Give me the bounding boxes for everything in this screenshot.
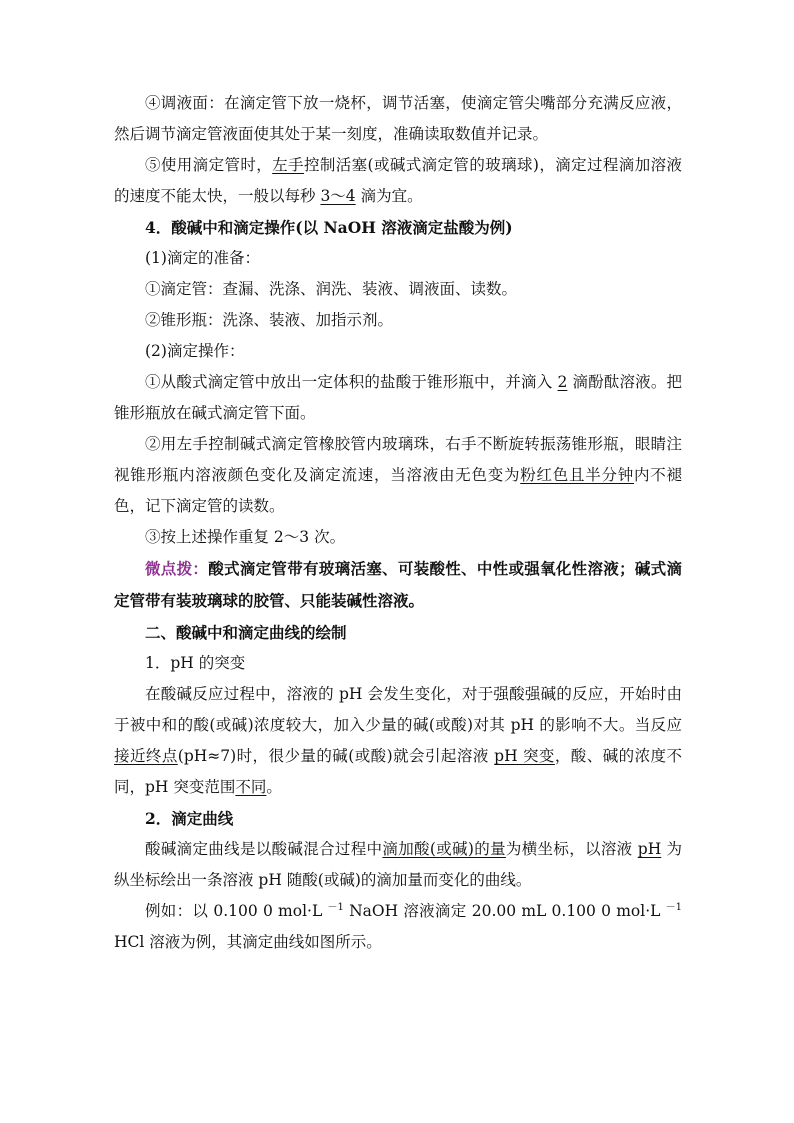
tip-label: 微点拨： [145,559,209,578]
para-operation [114,336,682,367]
text-span: 控制活塞(或碱式滴定管的玻璃球)，滴定过程滴加溶液的速度不能太快，一般以每秒 [114,156,682,205]
text-span: ③按上述操作重复 2～3 次。 [145,528,346,546]
underlined-answer: 3～4 [320,187,356,205]
text-span: NaOH 溶液滴定 20.00 mL 0.100 0 mol·L [343,902,666,920]
text-span: 内不褪色，记下滴定管的读数。 [114,466,682,515]
superscript: －1 [665,902,683,913]
text-span: ④调液面：在滴定管下放一烧杯，调节活塞，使滴定管尖嘴部分充满反应液，然后调节滴定管液面使其处于某一刻度，准确读取数值并记录。 [114,94,682,143]
text-span: 。 [266,778,282,796]
para-step1 [114,367,682,429]
text-span: ⑤使用滴定管时， [145,156,273,174]
text-span: 滴酚酞溶液。把锥形瓶放在碱式滴定管下面。 [114,373,682,422]
document-page [114,88,682,958]
heading-text: 二、酸碱中和滴定曲线的绘制 [145,623,347,642]
para-example [114,896,682,958]
para-step2 [114,429,682,522]
section-heading-titration-ops [114,212,682,243]
subheading-ph-jump [114,648,682,679]
heading-text: 4．酸碱中和滴定操作(以 NaOH 溶液滴定盐酸为例) [145,218,513,237]
underlined-answer: pH 突变 [494,747,555,765]
underlined-answer: 不同 [235,778,267,796]
text-span: 为纵坐标绘出一条溶液 pH 随酸(或碱)的滴加量而变化的曲线。 [114,840,682,889]
para-burette-use [114,150,682,212]
text-span: ，酸、碱的浓度不同，pH 突变范围 [114,747,682,796]
para-ph-jump [114,679,682,803]
para-tip [114,553,682,617]
underlined-answer: 左手 [272,156,304,174]
tip-text: 酸式滴定管带有玻璃活塞、可装酸性、中性或强氧化性溶液；碱式滴定管带有装玻璃球的胶管、只能装碱性溶液。 [114,559,682,610]
text-span: ①滴定管：查漏、洗涤、润洗、装液、调液面、读数。 [145,280,518,298]
text-span: HCl 溶液为例，其滴定曲线如图所示。 [114,933,382,951]
subheading-titration-curve [114,803,682,834]
text-span: (2)滴定操作： [145,342,245,360]
text-span: ②锥形瓶：洗涤、装液、加指示剂。 [145,311,394,329]
text-span: 在酸碱反应过程中，溶液的 pH 会发生变化，对于强酸强碱的反应，开始时由于被中和的酸(或碱)浓度较大，加入少量的碱(或酸)对其 pH 的影响不大。当反应 [114,685,682,734]
text-span: ①从酸式滴定管中放出一定体积的盐酸于锥形瓶中，并滴入 [145,373,558,391]
text-span: (pH≈7)时，很少量的碱(或酸)就会引起溶液 [177,747,495,765]
text-span: 例如：以 0.100 0 mol·L [145,902,328,920]
heading-text: 2．滴定曲线 [145,809,234,828]
para-step3 [114,522,682,553]
underlined-answer: pH [637,840,662,858]
superscript: －1 [327,902,344,913]
underlined-answer: 接近终点 [114,747,178,765]
para-burette-prep [114,274,682,305]
underlined-answer: 粉红色且半分钟 [520,466,634,484]
text-span: 为横坐标，以溶液 [505,840,638,858]
section-heading-curve [114,617,682,648]
underlined-answer: 滴加酸(或碱)的量 [382,840,506,858]
text-span: ②用左手控制碱式滴定管橡胶管内玻璃珠，右手不断旋转振荡锥形瓶，眼睛注视锥形瓶内溶液颜色变化及滴定流速，当溶液由无色变为 [114,435,682,484]
text-span: (1)滴定的准备： [145,249,260,267]
text-span: 滴为宜。 [355,187,423,205]
para-preparation [114,243,682,274]
text-span: 酸碱滴定曲线是以酸碱混合过程中 [145,840,383,858]
para-curve-def [114,834,682,896]
text-span: 1．pH 的突变 [145,654,246,672]
underlined-answer: 2 [557,373,568,391]
para-flask-prep [114,305,682,336]
para-adjust-level [114,88,682,150]
